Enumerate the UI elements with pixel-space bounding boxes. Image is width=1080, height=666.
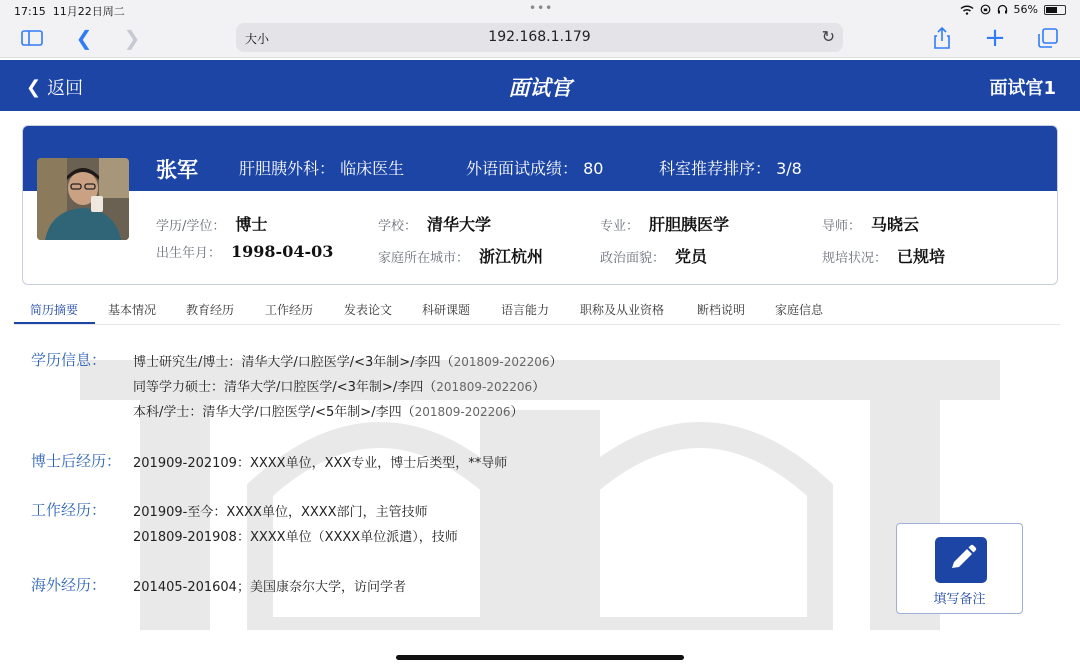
tab-family[interactable]: 家庭信息 [775, 303, 824, 317]
work-line: 201909-至今：XXXX单位，XXXX部门，主管技师 [133, 505, 428, 520]
browser-toolbar [0, 20, 1080, 58]
language-score: 外语面试成绩： 80 [466, 159, 604, 178]
training-status-field: 规培状况： 已规培 [822, 247, 946, 266]
postdoc-line: 201909-202109：XXXX单位，XXX专业，博士后类型，**导师 [133, 456, 508, 471]
back-label: 返回 [47, 78, 84, 99]
tab-language[interactable]: 语言能力 [501, 303, 550, 317]
tab-gap-explanation[interactable]: 断档说明 [697, 303, 746, 317]
chevron-left-icon: ❮ [26, 76, 42, 98]
tab-education[interactable]: 教育经历 [186, 303, 235, 317]
share-icon[interactable] [931, 26, 953, 50]
tab-resume-summary[interactable]: 简历摘要 [30, 303, 79, 317]
candidate-profile-card [22, 125, 1058, 285]
url-bar[interactable] [236, 23, 843, 52]
major-field: 专业： 肝胆胰医学 [600, 215, 730, 234]
education-line: 同等学力硕士：清华大学/口腔医学/<3年制>/李四（201809-202206） [133, 380, 546, 395]
headphones-icon [997, 4, 1008, 15]
school-field: 学校： 清华大学 [378, 215, 492, 234]
candidate-department: 肝胆胰外科： 临床医生 [239, 159, 405, 178]
degree-field: 学历/学位： 博士 [156, 215, 268, 234]
back-icon[interactable]: ❮ [75, 26, 93, 50]
home-indicator[interactable] [396, 655, 684, 660]
political-status-field: 政治面貌： 党员 [600, 247, 708, 266]
work-section-label: 工作经历： [31, 501, 107, 519]
interviewer-name: 面试官1 [989, 78, 1056, 99]
reload-icon[interactable]: ↻ [821, 27, 835, 46]
status-time: 17:15 11月22日周二 [14, 5, 125, 18]
birth-field: 出生年月： 1998-04-03 [156, 242, 334, 261]
home-city-field: 家庭所在城市： 浙江杭州 [378, 247, 544, 266]
tab-publications[interactable]: 发表论文 [344, 303, 393, 317]
url-text[interactable]: 192.168.1.179 [488, 29, 591, 45]
department-rank: 科室推荐排序： 3/8 [659, 159, 802, 178]
tab-basic-info[interactable]: 基本情况 [108, 303, 157, 317]
new-tab-icon[interactable]: + [984, 23, 1006, 53]
status-bar [0, 0, 1080, 20]
wifi-icon [960, 5, 974, 15]
lock-rotation-icon [980, 4, 991, 15]
candidate-name: 张军 [156, 158, 198, 182]
avatar-photo [37, 158, 129, 240]
pencil-icon [935, 537, 987, 583]
status-indicators [960, 3, 1066, 16]
education-section-label: 学历信息： [31, 351, 107, 369]
profile-tabs [14, 295, 1060, 325]
add-note-button[interactable] [896, 523, 1023, 614]
app-header [0, 60, 1080, 111]
add-note-label: 填写备注 [933, 592, 986, 607]
tab-work[interactable]: 工作经历 [265, 303, 314, 317]
postdoc-section-label: 博士后经历： [31, 452, 122, 470]
work-line: 201809-201908：XXXX单位（XXXX单位派遣），技师 [133, 530, 458, 545]
battery-icon [1044, 5, 1066, 15]
multitask-dots-icon[interactable]: ••• [529, 1, 554, 15]
tabs-overview-icon[interactable] [1036, 26, 1060, 50]
education-line: 博士研究生/博士：清华大学/口腔医学/<3年制>/李四（201809-202206） [133, 355, 563, 370]
page-title: 面试官 [508, 76, 572, 100]
tab-research-projects[interactable]: 科研课题 [422, 303, 471, 317]
overseas-section-label: 海外经历： [31, 576, 107, 594]
battery-percent: 56% [1013, 3, 1038, 16]
advisor-field: 导师： 马晓云 [822, 215, 920, 234]
education-line: 本科/学士：清华大学/口腔医学/<5年制>/李四（201809-202206） [133, 405, 524, 420]
tab-qualifications[interactable]: 职称及从业资格 [580, 303, 665, 317]
sidebar-icon[interactable] [20, 26, 44, 50]
text-size-button[interactable]: 大小 [245, 32, 270, 46]
overseas-line: 201405-201604；美国康奈尔大学，访问学者 [133, 580, 406, 595]
avatar [37, 158, 129, 240]
active-tab-indicator [14, 322, 95, 324]
forward-icon[interactable]: ❯ [123, 26, 141, 50]
